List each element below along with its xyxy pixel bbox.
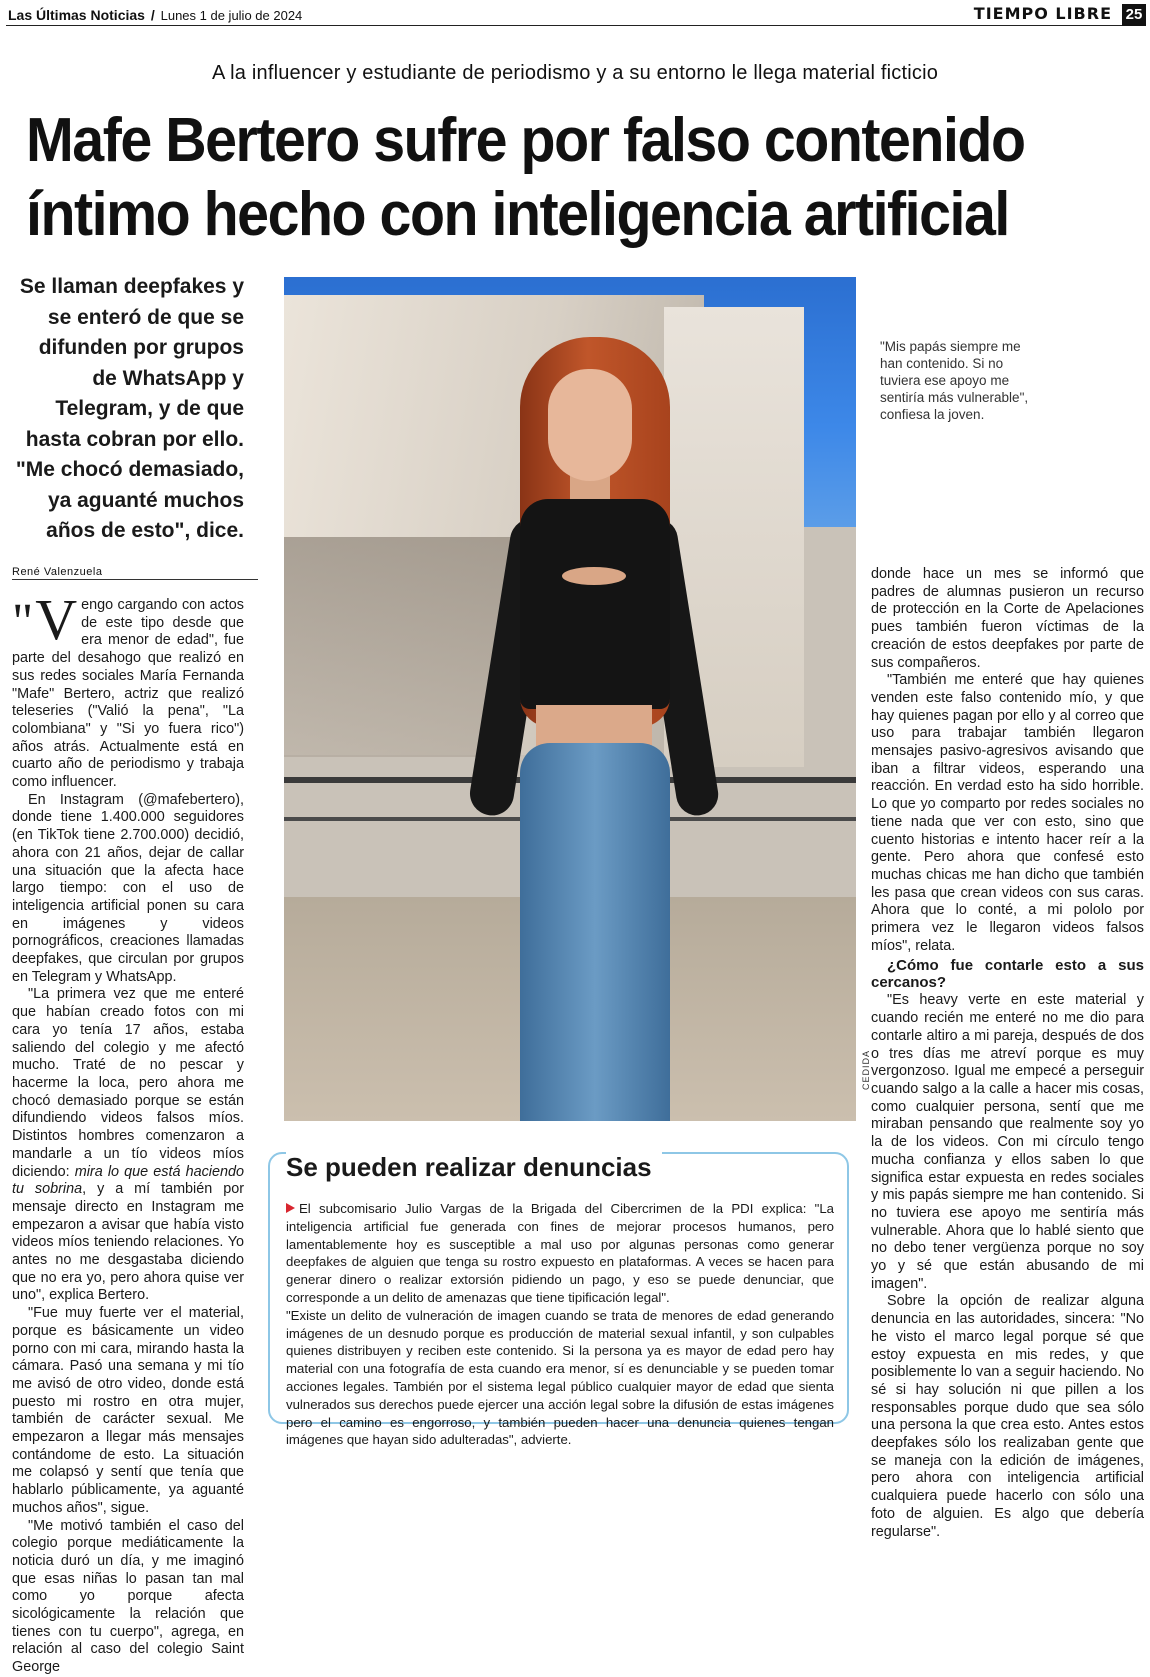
headline-line-1: Mafe Bertero sufre por falso contenido xyxy=(26,106,1025,175)
drop-cap-letter: V xyxy=(35,587,78,652)
sidebar-title: Se pueden realizar denuncias xyxy=(286,1152,662,1183)
section-name: TIEMPO LIBRE xyxy=(973,4,1112,23)
photo-shadow xyxy=(284,537,514,757)
photo-figure-cutout xyxy=(562,567,626,585)
body-paragraph: En Instagram (@mafebertero), donde tiene 1.400.000 seguidores (en TikTok tiene 2.700.000) decidió, ahora con 21 años, dejar de callar una situación que la afecta hace largo tiempo: con el uso de inteligencia artificial ponen su cara en imágenes y videos pornográficos, creaciones llamadas deepfakes, que circulan por grupos en Telegram y WhatsApp. xyxy=(12,791,244,985)
body-column-left xyxy=(12,587,245,1677)
photo-figure-face xyxy=(548,369,632,481)
drop-cap xyxy=(12,587,78,652)
body-text: "La primera vez que me enteré que habían creado fotos con mi cara yo tenía 17 años, estaba saliendo del colegio y me afectó mucho. Traté de no pescar y hacerme la loca, pero ahora me chocó demasiado porque se están difundiendo videos falsos míos. Distintos hombres comenzaron a mandarle a un tío videos míos diciendo: xyxy=(12,986,244,1180)
article-photo xyxy=(284,277,856,1121)
body-paragraph: "Fue muy fuerte ver el material, porque es básicamente un video porno con mi cara, mirando hasta la cámara. Pasó una semana y mi tío me avisó de otro video, donde está puesto mi rostro en otra mujer, también de carácter sexual. Me empezaron a llegar más mensajes contándome de esto. La situación me colapsó y sentí que tenía que hablarlo públicamente, ya aguanté muchos años", sigue. xyxy=(12,1305,244,1516)
sidebar-paragraph xyxy=(286,1200,834,1307)
newspaper-name: Las Últimas Noticias xyxy=(8,7,145,23)
sidebar-text: El subcomisario Julio Vargas de la Brigada del Cibercrimen de la PDI explica: "La inteligencia artificial fue generada con fines de mejorar procesos humanos, pero lamentablemente hoy es susceptible a mal uso por algunas personas como generar deepfakes de alguien que tenga su rostro expuesto en plataformas. A veces se hacen para generar dinero o realizar extorsión pidiendo un pago, y eso se puede denunciar, que corresponde a un delito de amenazas que tiene tipificación legal". xyxy=(286,1201,834,1305)
byline: René Valenzuela xyxy=(12,566,258,580)
sidebar-paragraph: "Existe un delito de vulneración de imagen cuando se trata de menores de edad generando imágenes de un desnudo porque es producción de material sexual infantil, y son culpables quienes distribuyen y reciben este contenido. Si la persona ya es mayor de edad pero hay material con una fotografía de esta cuando era menor, sí es denunciable y se pueden tomar acciones legales. También por el sistema legal público cualquier mayor de edad que sienta vulnerados sus derechos puede ejercer una acción legal sobre la difusión de estas imágenes pero el camino es engorroso, y también pueden hacer una denuncia quienes tengan imágenes que hayan sido adulteradas", advierte. xyxy=(286,1307,834,1448)
arrow-right-icon xyxy=(286,1203,295,1213)
sidebar-body xyxy=(286,1200,834,1449)
article-headline xyxy=(26,104,1053,252)
page-number: 25 xyxy=(1122,4,1146,26)
headline-line-2: íntimo hecho con inteligencia artificial xyxy=(26,180,1009,249)
body-paragraph: donde hace un mes se informó que padres de alumnas pusieron un recurso de protección en la Corte de Apelaciones pues también fueron víctimas de la creación de estos deepfakes por parte de sus compañeros. xyxy=(871,566,1144,671)
body-paragraph xyxy=(12,587,244,792)
body-paragraph xyxy=(12,986,244,1305)
body-paragraph: Sobre la opción de realizar alguna denuncia en las autoridades, sincera: "No he visto el marco legal porque sé que estoy expuesta en mis redes, y que posiblemente lo van a seguir haciendo. No sé si hay solución ni que pillen a los responsables porque dudo que sea sólo una persona la que crea esto. Antes estos deepfakes sólo los realizaban gente que se maneja con la edición de imágenes, pero ahora con inteligencia artificial cualquiera puede hacerlo con sólo una foto de alguien. Es algo que debería regularse". xyxy=(871,1293,1144,1540)
interview-question: ¿Cómo fue contarle esto a sus cercanos? xyxy=(871,957,1144,992)
body-text: engo cargando con actos de este tipo desde que era menor de edad", fue parte del desahogo que realizó en sus redes sociales María Fernanda "Mafe" Bertero, actriz que realizó teleseries ("Valió la pena", "La colombiana" y "Si yo fuera rico") años atrás. Actualmente está en cuarto año de periodismo y trabaja como influencer. xyxy=(12,597,244,791)
photo-figure-top xyxy=(520,499,670,709)
masthead-separator: / xyxy=(150,7,155,23)
body-paragraph: "Es heavy verte en este material y cuando recién me enteré no me dio para contarle altiro a mi pareja, después de dos o tres días me atreví porque es muy vergonzoso. Igual me empecé a perseguir cuando salgo a la calle a hacer mis cosas, como cualquier persona, sentí que me miraban pensando que realmente soy yo la de los videos. Con mi círculo tengo mucha confianza y ellos saben lo que significa estar expuesta en redes sociales y mis papás siempre me han contenido. Si no tuviera ese apoyo me sentiría más vulnerable. Ahora que lo hablé siento que no debo tener vergüenza porque no soy yo y sé que están abusando de mi imagen". xyxy=(871,992,1144,1292)
photo-figure-jeans xyxy=(520,743,670,1121)
body-text-italic: mira lo que está haciendo tu sobrina xyxy=(12,1163,245,1198)
body-paragraph: "Me motivó también el caso del colegio porque mediáticamente la noticia duró un día, y me imaginó que esas niñas lo pasan tan mal como yo porque afecta sicológicamente la relación que tienes con tu cuerpo", agrega, en relación al caso del colegio Saint George xyxy=(12,1517,244,1676)
issue-date: Lunes 1 de julio de 2024 xyxy=(160,8,303,23)
body-column-right xyxy=(871,566,1144,1541)
drop-cap-quote: " xyxy=(12,594,34,651)
body-text: , y a mí también por mensaje directo en Instagram me empezaron a avisar que había visto videos míos teniendo relaciones. Yo antes no me desgastaba diciendo que no era yo, pero ahora quise ver uno", explica Bertero. xyxy=(12,1181,244,1304)
article-kicker: A la influencer y estudiante de periodismo y a su entorno le llega material ficticio xyxy=(211,62,939,84)
masthead xyxy=(8,7,302,23)
page-header xyxy=(6,4,1146,26)
body-paragraph: "También me enteré que hay quienes venden este falso contenido mío, y que hay quienes pagan por ello y al correo que uso para trabajar también llegaron mensajes pasivo-agresivos avisando que iban a filtrar videos, esperando una reacción. En verdad esto ha sido horrible. Lo que yo comparto por redes sociales no tiene nada que ver con esto, sino que cuento historias e intento hacer reír a la gente. Pero ahora que confesé esto muchas chicas me han dicho que también les pasa que crean videos con sus caras. Ahora que lo conté, a mi pololo por primera vez le llegaron videos falsos míos", relata. xyxy=(871,672,1144,954)
photo-credit: CEDIDA xyxy=(861,1049,871,1090)
article-lead: Se llaman deepfakes y se enteró de que se difunden por grupos de WhatsApp y Telegram, y de que hasta cobran por ello. "Me chocó demasiado, ya aguanté muchos años de esto", dice. xyxy=(15,275,244,542)
photo-caption-quote: "Mis papás siempre me han contenido. Si no tuviera ese apoyo me sentiría más vulnerable", confiesa la joven. xyxy=(880,339,1029,422)
